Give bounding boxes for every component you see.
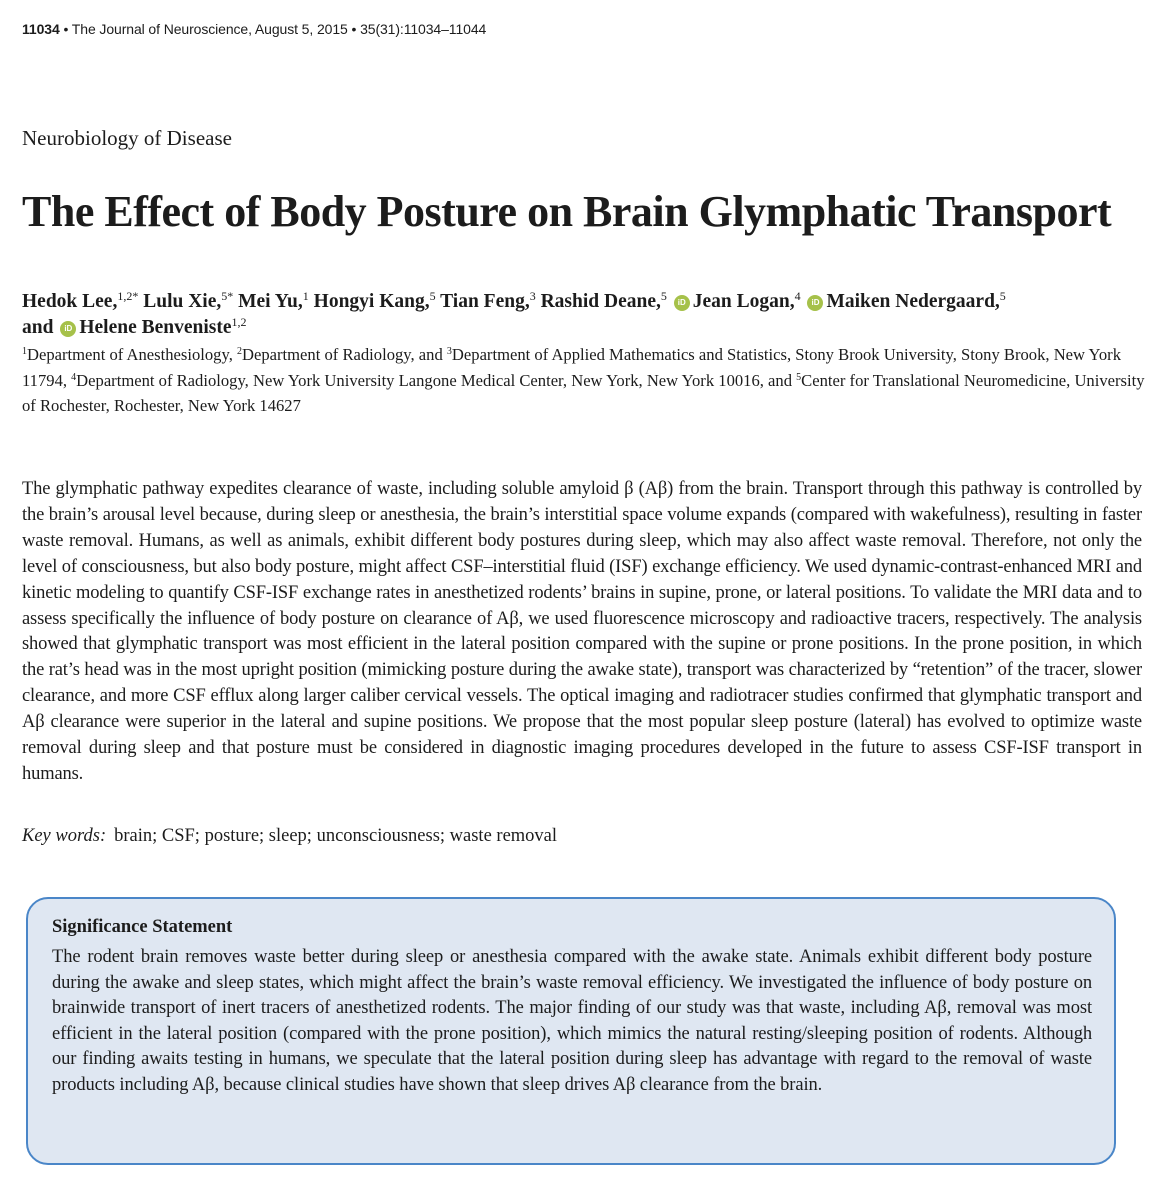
author: iD Jean Logan,$^4$ <box>672 291 801 312</box>
article-title: The Effect of Body Posture on Brain Glymphatic Transport <box>22 187 1112 236</box>
significance-text: The rodent brain removes waste better during sleep or anesthesia compared with the awake state. Animals exhibit different body posture during the awake and sleep states, which might affect the brain’s waste removal efficiency. We investigated the influence of body posture on brainwide transport of inert tracers of anesthetized rodents. The major finding of our study was that waste, including Aβ, removal was most efficient in the lateral position (compared with the prone position), which mimics the natural resting/sleeping position of rodents. Although our finding awaits testing in humans, we speculate that the lateral position during sleep has advantage with regard to the removal of waste products including Aβ, because clinical studies have shown that sleep drives Aβ clearance from the brain. <box>52 947 1092 1095</box>
keywords-label: Key words: <box>22 826 107 846</box>
author: iD Helene Benveniste$^{1,2}$ <box>58 317 246 338</box>
orcid-icon[interactable]: iD <box>60 321 76 337</box>
abstract: The glymphatic pathway expedites clearance of waste, including soluble amyloid β (Aβ) from the brain. Transport through this pathway is controlled by the brain’s arousal level because, during sleep or anesthesia, the brain’s interstitial space volume expands (compared with wakefulness), resulting in faster waste removal. Humans, as well as animals, exhibit different body postures during sleep, which may also affect waste removal. Therefore, not only the level of consciousness, but also body posture, might affect CSF–interstitial fluid (ISF) exchange efficiency. We used dynamic-contrast-enhanced MRI and kinetic modeling to quantify CSF-ISF exchange rates in anesthetized rodents’ brains in supine, prone, or lateral positions. To validate the MRI data and to assess specifically the influence of body posture on clearance of Aβ, we used fluorescence microscopy and radioactive tracers, respectively. The analysis showed that glymphatic transport was most efficient in the lateral position compared with the supine or prone positions. In the prone position, in which the rat’s head was in the most upright position (mimicking posture during the awake state), transport was characterized by “retention” of the tracer, slower clearance, and more CSF efflux along larger caliber cervical vessels. The optical imaging and radiotracer studies confirmed that glymphatic transport and Aβ clearance were superior in the lateral and supine positions. We propose that the most popular sleep posture (lateral) has evolved to optimize waste removal during sleep and that posture must be considered in diagnostic imaging procedures developed in the future to assess CSF-ISF transport in humans. <box>22 479 1142 784</box>
author-list <box>22 289 1142 341</box>
author: Mei Yu,$^1$ <box>238 289 309 312</box>
keywords-text: brain; CSF; posture; sleep; unconsciousness; waste removal <box>114 826 558 846</box>
keywords <box>22 826 557 847</box>
author: Hongyi Kang,$^5$ <box>313 289 436 312</box>
author: Tian Feng,$^3$ <box>440 289 536 312</box>
page-number: 11034 <box>22 21 60 37</box>
orcid-icon[interactable]: iD <box>674 295 690 311</box>
author: Hedok Lee,$^{1,2*}$ <box>22 289 139 312</box>
affiliations: $^1$Department of Anesthesiology, $^2$Department of Radiology, and $^3$Department of Applied Mathematics and Statistics, Stony Brook University, Stony Brook, New York 11794, $^4$Department of Radiology, New York University Langone Medical Center, New York, New York 10016, and $^5$Center for Translational Neuromedicine, University of Rochester, Rochester, New York 14627 <box>22 345 1145 415</box>
significance-statement-box <box>26 897 1116 1165</box>
running-head <box>22 21 486 37</box>
orcid-icon[interactable]: iD <box>807 295 823 311</box>
journal-citation: • The Journal of Neuroscience, August 5, 2015 • 35(31):11034–11044 <box>63 21 487 37</box>
author: Rashid Deane,$^5$ <box>540 289 667 312</box>
author: Lulu Xie,$^{5*}$ <box>143 289 234 312</box>
author: iD Maiken Nedergaard,$^5$ <box>805 291 1005 312</box>
section-label: Neurobiology of Disease <box>22 126 232 150</box>
authors-and: and <box>22 317 54 338</box>
significance-heading: Significance Statement <box>52 917 233 937</box>
